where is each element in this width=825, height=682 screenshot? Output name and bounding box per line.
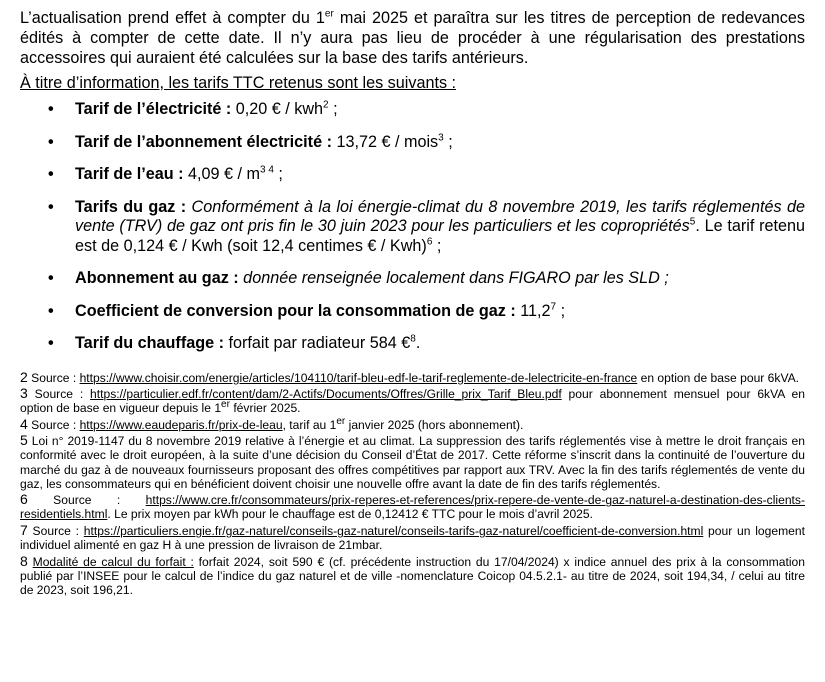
footnote-4 xyxy=(20,417,805,432)
tariff-label: Abonnement au gaz : xyxy=(75,269,239,287)
footnote-ref: 5 xyxy=(689,216,696,228)
tariff-tail: ; xyxy=(273,165,283,183)
intro-superscript: er xyxy=(324,8,334,20)
footnote-link[interactable]: https://www.eaudeparis.fr/prix-de-leau xyxy=(79,417,283,432)
footnote-ref: 7 xyxy=(550,301,557,313)
footnote-number: 2 xyxy=(20,368,28,385)
bullet-icon: • xyxy=(48,132,54,151)
footnote-3 xyxy=(20,386,805,415)
tariff-value: 0,20 € / kwh xyxy=(231,100,324,118)
footnote-ref: 6 xyxy=(426,236,433,248)
footnote-number: 6 xyxy=(20,491,28,508)
footnote-text: Source : xyxy=(27,493,146,508)
footnote-number: 4 xyxy=(20,415,28,432)
tariff-value: . Le tarif retenu est de 0,124 € / Kwh (soit 12,4 centimes € / Kwh) xyxy=(75,217,805,255)
tariff-tail: ; xyxy=(443,132,453,151)
footnote-text: Source : xyxy=(27,417,80,432)
tariff-tail: . xyxy=(415,334,421,352)
tariff-electricity-subscription xyxy=(20,133,805,153)
footnotes xyxy=(20,370,805,597)
bullet-icon: • xyxy=(48,197,54,216)
tariff-label: Coefficient de conversion pour la consommation de gaz : xyxy=(75,301,516,320)
bullet-icon: • xyxy=(48,334,54,352)
footnote-text: Source : xyxy=(27,387,91,402)
tariff-list xyxy=(20,100,805,354)
footnote-text: pour un logement individuel alimenté en gaz H à une pression de livraison de 21mbar. xyxy=(20,523,805,553)
bullet-icon: • xyxy=(48,269,54,287)
intro-text-end: mai 2025 et paraîtra sur les titres de perception de redevances édités à compter de cette date. Il n’y aura pas lieu de procéder à une régularisation des prestations accessoires qui auraient été calculées sur la base des tarifs antérieurs. xyxy=(20,9,805,67)
tariff-electricity xyxy=(20,100,805,120)
tariff-gas xyxy=(20,198,805,257)
footnote-text: Loi n° 2019-1147 du 8 novembre 2019 relative à l’énergie et au climat. La suppression des tarifs réglementés vise à mettre le droit français en conformité avec le droit européen, à la suite d’une décision du Conseil d’État de 2017. Cette réforme s’inscrit dans la continuité de l’ouverture du marché du gaz à de nouveaux fournisseurs proposant des offres compétitives par rapport aux TRV. Avec la fin des tarifs réglementés de vente du gaz, les consommateurs qui en bénéficient doivent choisir une nouvelle offre avant la date de fin des tarifs réglementés. xyxy=(20,434,805,491)
tariff-tail: ; xyxy=(328,100,338,118)
footnote-7 xyxy=(20,523,805,552)
tariff-value: 11,2 xyxy=(515,301,551,320)
tariff-value: 13,72 € / mois xyxy=(331,132,439,151)
footnote-2 xyxy=(20,370,805,385)
tariff-gas-subscription xyxy=(20,269,805,289)
footnote-text: en option de base pour 6kVA. xyxy=(637,370,800,385)
footnote-link[interactable]: https://www.choisir.com/energie/articles/104110/tarif-bleu-edf-le-tarif-reglemente-de-lelectricite-en-france xyxy=(79,370,638,385)
tariff-note: Conformément à la loi énergie-climat du 8 novembre 2019, les tarifs réglementés de vente (TRV) de gaz ont pris fin le 30 juin 2023 pour les particuliers et les copropriétés xyxy=(75,197,805,235)
footnote-ref: 3 4 xyxy=(260,164,274,176)
info-heading: À titre d’information, les tarifs TTC retenus sont les suivants : xyxy=(20,74,457,92)
footnote-text: Source : xyxy=(27,523,84,538)
footnote-text: Source : xyxy=(27,370,80,385)
footnote-text: janvier 2025 (hors abonnement). xyxy=(345,417,524,432)
tariff-value: forfait par radiateur 584 € xyxy=(224,334,411,352)
footnote-number: 5 xyxy=(20,432,28,449)
bullet-icon: • xyxy=(48,165,54,183)
tariff-value: 4,09 € / m xyxy=(183,165,261,183)
footnote-6 xyxy=(20,492,805,521)
footnote-text: février 2025. xyxy=(229,401,301,416)
footnote-number: 3 xyxy=(20,385,28,402)
tariff-note: donnée renseignée localement dans FIGARO par les SLD ; xyxy=(238,269,669,287)
bullet-icon: • xyxy=(48,301,54,320)
tariff-gas-conversion xyxy=(20,302,805,322)
bullet-icon: • xyxy=(48,100,54,118)
footnote-ref: 8 xyxy=(410,333,416,345)
tariff-label: Tarif du chauffage : xyxy=(75,334,224,352)
footnote-ref: 2 xyxy=(323,99,329,111)
tariff-label: Tarif de l’eau : xyxy=(75,165,184,183)
footnote-ref: 3 xyxy=(438,132,444,144)
intro-paragraph xyxy=(20,8,805,68)
tariff-tail: ; xyxy=(556,301,566,320)
tariff-label: Tarif de l’électricité : xyxy=(75,100,232,118)
tariff-label: Tarif de l’abonnement électricité : xyxy=(75,132,332,151)
footnote-superscript: er xyxy=(221,399,230,411)
tariff-water xyxy=(20,165,805,185)
intro-text-start: L’actualisation prend effet à compter du 1 xyxy=(20,9,325,27)
tariff-heating xyxy=(20,334,805,354)
tariff-tail: ; xyxy=(432,236,442,255)
footnote-link[interactable]: https://www.cre.fr/consommateurs/prix-reperes-et-references/prix-repere-de-vente-de-gaz-naturel-a-destination-des-clients-residentiels.html xyxy=(20,493,805,522)
footnote-link[interactable]: https://particuliers.engie.fr/gaz-naturel/conseils-gaz-naturel/conseils-tarifs-gaz-naturel/coefficient-de-conversion.html xyxy=(83,523,704,538)
footnote-text: , tarif au 1 xyxy=(282,417,337,432)
footnote-number: 8 xyxy=(20,552,28,569)
footnote-8 xyxy=(20,554,805,597)
footnote-5 xyxy=(20,433,805,490)
footnote-number: 7 xyxy=(20,521,28,538)
tariff-label: Tarifs du gaz : xyxy=(75,197,187,216)
footnote-superscript: er xyxy=(336,415,346,427)
footnote-link[interactable]: https://particulier.edf.fr/content/dam/2-Actifs/Documents/Offres/Grille_prix_Tarif_Bleu.pdf xyxy=(90,387,562,402)
footnote-label: Modalité de calcul du forfait : xyxy=(32,554,194,569)
footnote-text: forfait 2024, soit 590 € (cf. précédente instruction du 17/04/2024) x indice annuel des prix à la consommation publié par l’INSEE pour le calcul de l’indice du gaz naturel et de ville -nomenclature Coicop 04.5.2.1- au titre de 2024, soit 194,34, / celui au titre de 2023, soit 196,21. xyxy=(20,554,805,597)
footnote-text: pour abonnement mensuel pour 6kVA en option de base en vigueur depuis le 1 xyxy=(20,387,805,416)
footnote-text: . Le prix moyen par kWh pour le chauffage est de 0,12412 € TTC pour le mois d’avril 2025. xyxy=(107,507,593,522)
